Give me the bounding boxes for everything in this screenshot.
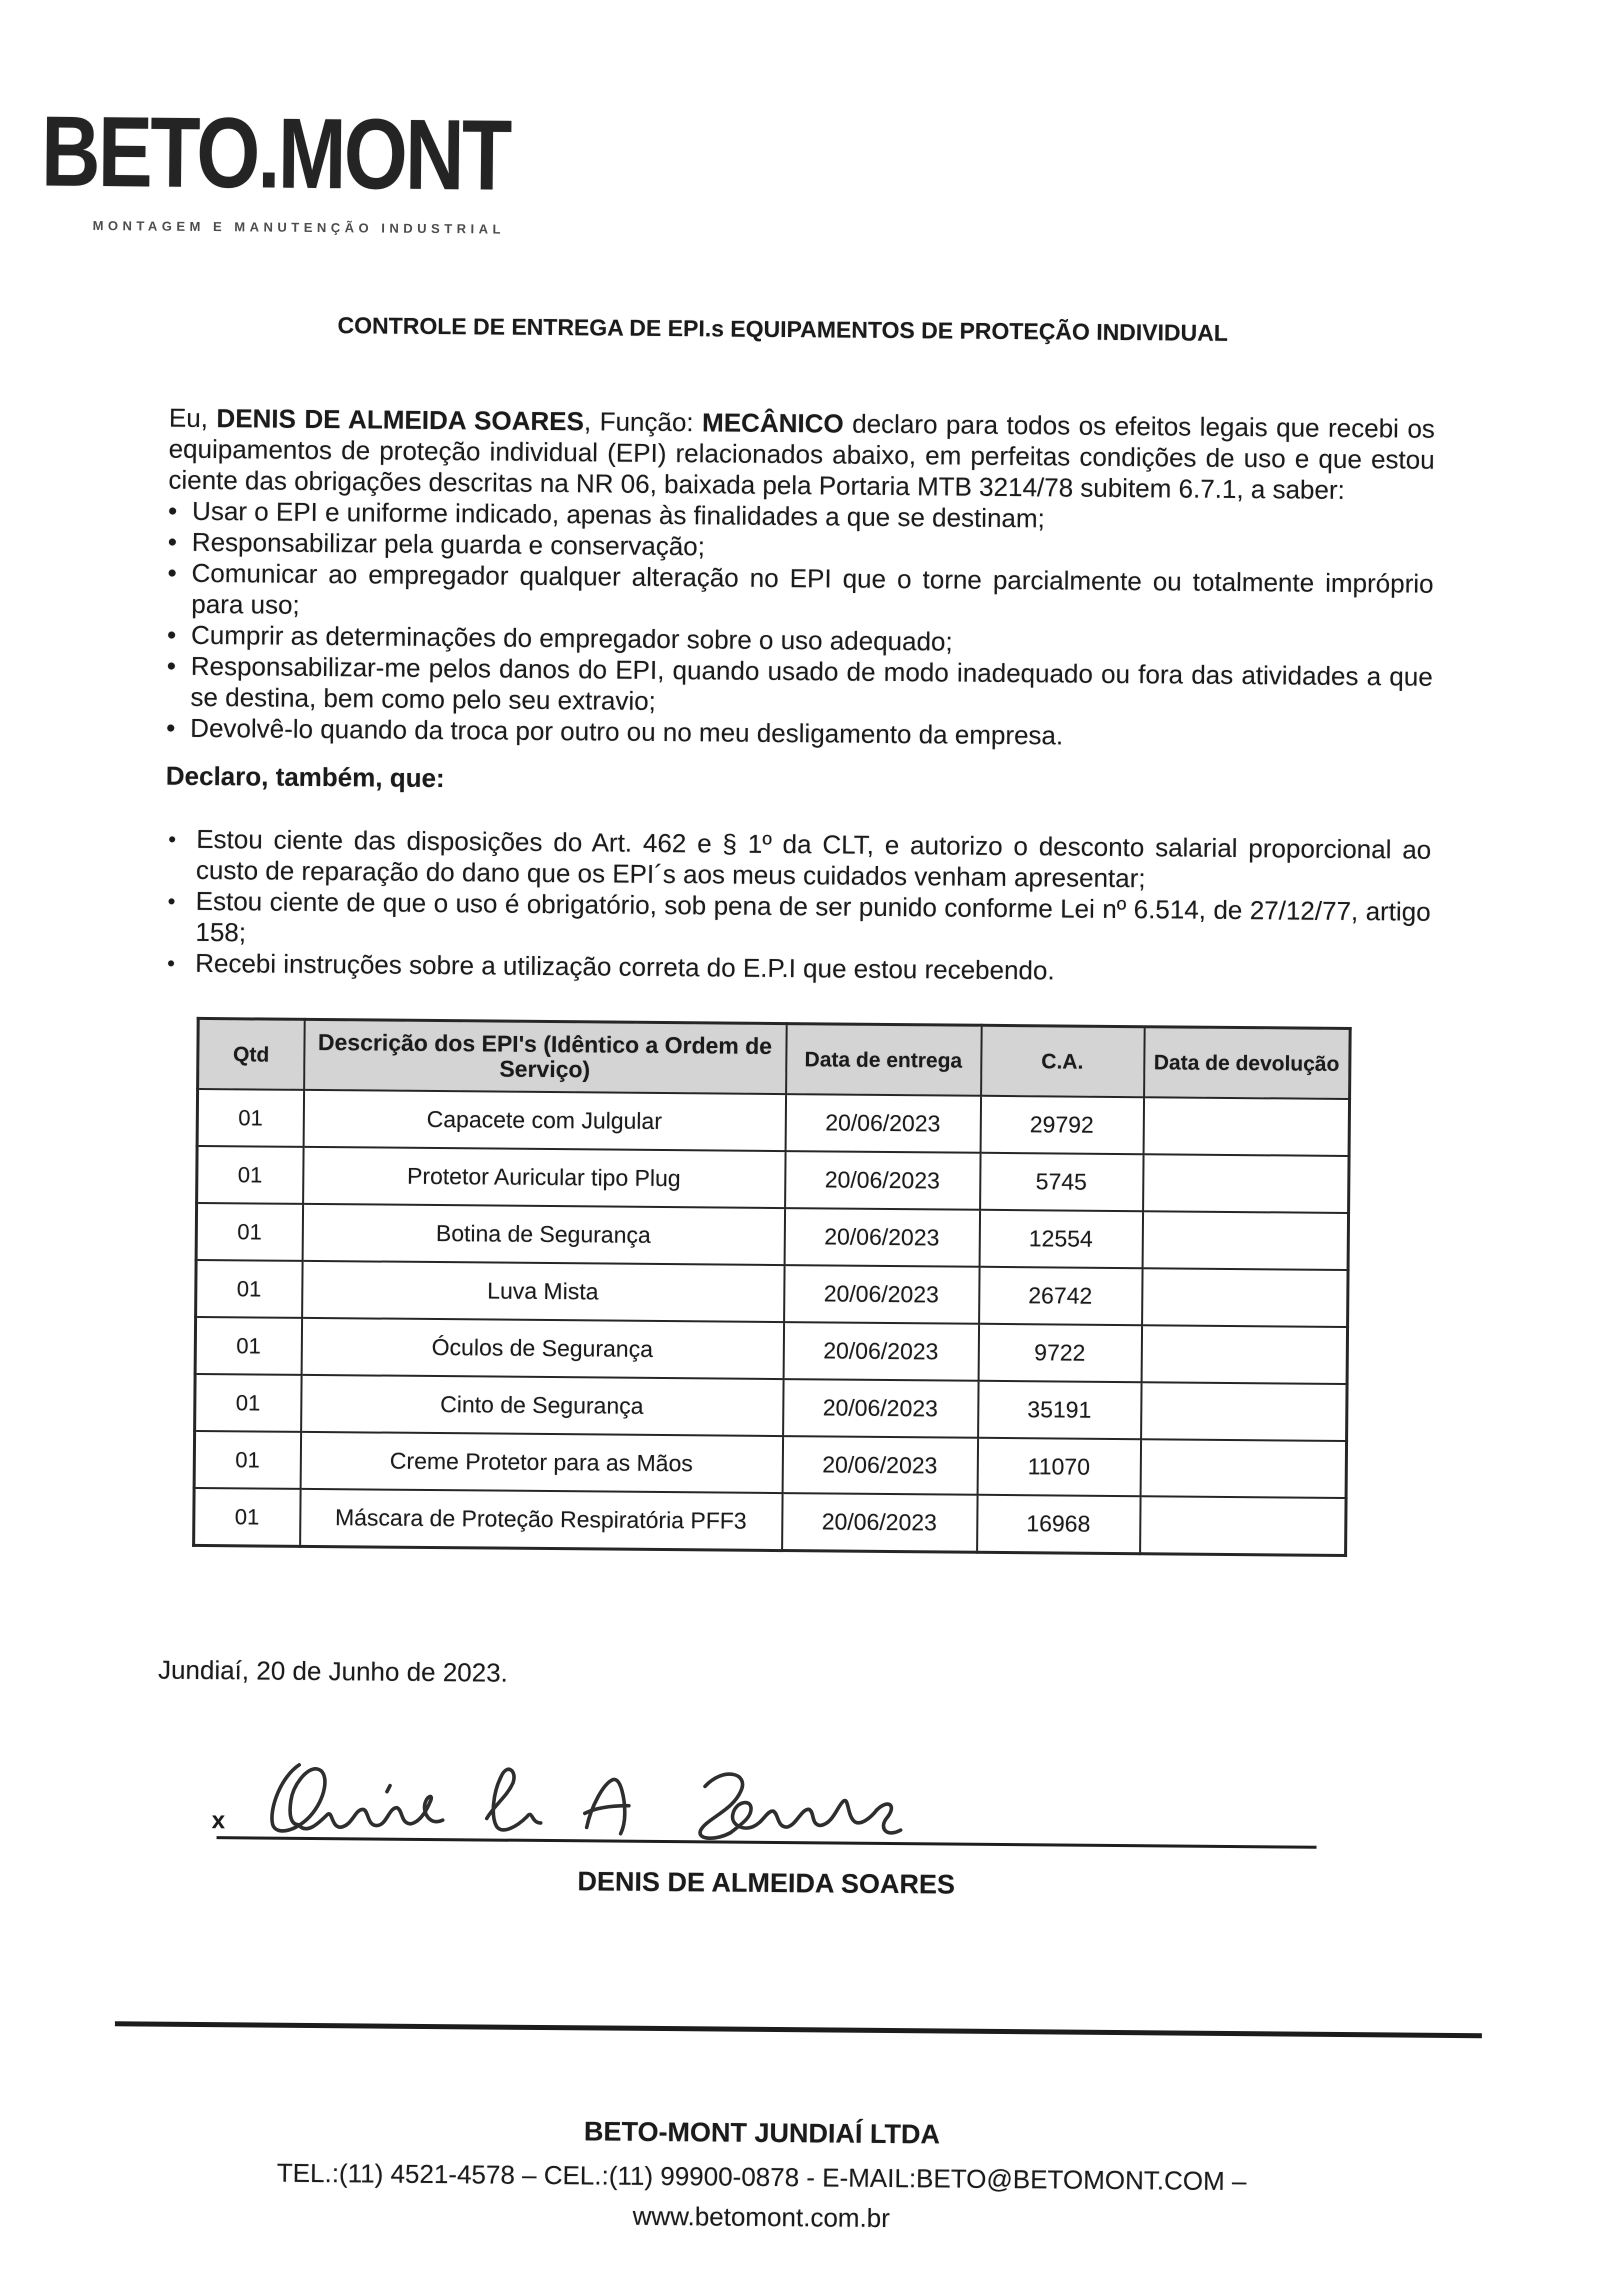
signature-printed-name: DENIS DE ALMEIDA SOARES bbox=[577, 1866, 956, 1900]
cell-data-devolucao bbox=[1140, 1496, 1346, 1555]
cell-data-entrega: 20/06/2023 bbox=[785, 1094, 980, 1153]
intro-paragraph bbox=[168, 403, 1435, 507]
table-row bbox=[196, 1260, 1348, 1327]
place-date-line: Jundiaí, 20 de Junho de 2023. bbox=[157, 1654, 509, 1688]
footer-contact-line: TEL.:(11) 4521-4578 – CEL.:(11) 99900-0878 - E-MAIL:BETO@BETOMONT.COM – bbox=[276, 2157, 1247, 2197]
document-title: CONTROLE DE ENTREGA DE EPI.s EQUIPAMENTOS DE PROTEÇÃO INDIVIDUAL bbox=[337, 312, 1228, 346]
cell-data-devolucao bbox=[1141, 1382, 1347, 1441]
cell-data-entrega: 20/06/2023 bbox=[782, 1436, 977, 1495]
footer-company-name: BETO-MONT JUNDIAÍ LTDA bbox=[583, 2116, 941, 2150]
cell-descricao: Óculos de Segurança bbox=[301, 1318, 783, 1379]
list-item: • Responsabilizar pela guarda e conservação; bbox=[168, 527, 1434, 569]
cell-ca: 29792 bbox=[980, 1096, 1143, 1154]
cell-descricao: Protetor Auricular tipo Plug bbox=[303, 1147, 785, 1208]
cell-ca: 5745 bbox=[980, 1153, 1143, 1211]
cell-descricao: Luva Mista bbox=[302, 1261, 784, 1322]
cell-descricao: Capacete com Julgular bbox=[303, 1090, 785, 1151]
logo-wordmark: BETO.MONT bbox=[40, 95, 511, 212]
cell-descricao: Cinto de Segurança bbox=[301, 1375, 783, 1436]
list-item: • Estou ciente de que o uso é obrigatório, sob pena de ser punido conforme Lei nº 6.514, de 27/12/77, artigo 158; bbox=[164, 886, 1430, 959]
cell-qtd: 01 bbox=[197, 1146, 303, 1204]
cell-data-entrega: 20/06/2023 bbox=[784, 1265, 979, 1324]
signature-x-mark: x bbox=[211, 1807, 226, 1835]
cell-qtd: 01 bbox=[195, 1374, 301, 1432]
cell-ca: 35191 bbox=[978, 1381, 1141, 1439]
declarations-heading: Declaro, também, que: bbox=[165, 760, 445, 794]
list-item: • Cumprir as determinações do empregador sobre o uso adequado; bbox=[167, 620, 1433, 662]
col-header-data-devolucao: Data de devolução bbox=[1144, 1027, 1351, 1099]
table-row bbox=[194, 1488, 1346, 1556]
cell-qtd: 01 bbox=[196, 1203, 302, 1261]
cell-data-devolucao bbox=[1142, 1211, 1348, 1270]
cell-qtd: 01 bbox=[195, 1317, 301, 1375]
cell-descricao: Máscara de Proteção Respiratória PFF3 bbox=[300, 1489, 782, 1551]
footer-website: www.betomont.com.br bbox=[632, 2200, 891, 2234]
table-row bbox=[195, 1374, 1347, 1441]
employee-role: MECÂNICO bbox=[702, 407, 844, 439]
intro-middle: , Função: bbox=[583, 406, 703, 438]
col-header-descricao: Descrição dos EPI's (Idêntico a Ordem de Serviço) bbox=[304, 1019, 787, 1094]
list-item: • Recebi instruções sobre a utilização correta do E.P.I que estou recebendo. bbox=[164, 948, 1430, 990]
declarations-list bbox=[164, 824, 1431, 990]
cell-ca: 9722 bbox=[978, 1324, 1141, 1382]
col-header-ca: C.A. bbox=[981, 1025, 1145, 1097]
logo-tagline: MONTAGEM E MANUTENÇÃO INDUSTRIAL bbox=[92, 217, 506, 237]
footer-divider bbox=[115, 2021, 1482, 2038]
obligations-list bbox=[166, 496, 1434, 755]
cell-qtd: 01 bbox=[194, 1431, 300, 1489]
list-item: • Comunicar ao empregador qualquer alteração no EPI que o torne parcialmente ou totalmente impróprio para uso; bbox=[167, 558, 1433, 631]
cell-qtd: 01 bbox=[196, 1260, 302, 1318]
epi-delivery-table bbox=[192, 1017, 1352, 1557]
document-body bbox=[153, 313, 1436, 2239]
cell-ca: 11070 bbox=[977, 1438, 1140, 1496]
intro-suffix: declaro para todos os efeitos legais que recebi os equipamentos de proteção individual (EPI) relacionados abaixo, em perfeitas condições de uso e que estou ciente das obrigações descritas na NR 06, baixada pela Portaria MTB 3214/78 subitem 6.7.1, a saber: bbox=[168, 408, 1436, 505]
company-logo bbox=[40, 95, 613, 238]
table-row bbox=[197, 1089, 1349, 1156]
col-header-data-entrega: Data de entrega bbox=[786, 1024, 982, 1096]
table-row bbox=[197, 1146, 1349, 1213]
list-item: • Responsabilizar-me pelos danos do EPI, quando usado de modo inadequado ou fora das atividades a que se destina, bem como pelo seu extravio; bbox=[166, 651, 1432, 724]
cell-qtd: 01 bbox=[197, 1089, 303, 1147]
cell-data-devolucao bbox=[1141, 1325, 1347, 1384]
cell-data-devolucao bbox=[1143, 1097, 1349, 1156]
cell-data-entrega: 20/06/2023 bbox=[783, 1379, 978, 1438]
signature-block bbox=[156, 1741, 1423, 1872]
table-row bbox=[196, 1203, 1348, 1270]
intro-prefix: Eu, bbox=[168, 402, 217, 434]
cell-data-entrega: 20/06/2023 bbox=[784, 1208, 979, 1267]
list-item: • Estou ciente das disposições do Art. 462 e § 1º da CLT, e autorizo o desconto salarial proporcional ao custo de reparação do dano que os EPI´s aos meus cuidados venham apresentar; bbox=[165, 824, 1431, 897]
list-item: • Usar o EPI e uniforme indicado, apenas às finalidades a que se destinam; bbox=[168, 496, 1434, 538]
cell-ca: 12554 bbox=[979, 1210, 1142, 1268]
table-header bbox=[198, 1018, 1351, 1099]
cell-data-devolucao bbox=[1140, 1439, 1346, 1498]
employee-name: DENIS DE ALMEIDA SOARES bbox=[216, 403, 585, 437]
cell-data-entrega: 20/06/2023 bbox=[782, 1493, 977, 1552]
cell-ca: 16968 bbox=[977, 1495, 1140, 1554]
cell-data-devolucao bbox=[1143, 1154, 1349, 1213]
list-item: • Devolvê-lo quando da troca por outro ou no meu desligamento da empresa. bbox=[166, 713, 1432, 755]
signature-handwriting bbox=[234, 1754, 925, 1855]
table-row bbox=[195, 1317, 1347, 1384]
col-header-qtd: Qtd bbox=[198, 1018, 305, 1089]
cell-data-devolucao bbox=[1142, 1268, 1348, 1327]
table-row bbox=[194, 1431, 1346, 1498]
cell-descricao: Creme Protetor para as Mãos bbox=[300, 1432, 782, 1493]
cell-data-entrega: 20/06/2023 bbox=[783, 1322, 978, 1381]
cell-data-entrega: 20/06/2023 bbox=[785, 1151, 980, 1210]
cell-ca: 26742 bbox=[979, 1267, 1142, 1325]
cell-descricao: Botina de Segurança bbox=[302, 1204, 784, 1265]
cell-qtd: 01 bbox=[194, 1488, 300, 1546]
